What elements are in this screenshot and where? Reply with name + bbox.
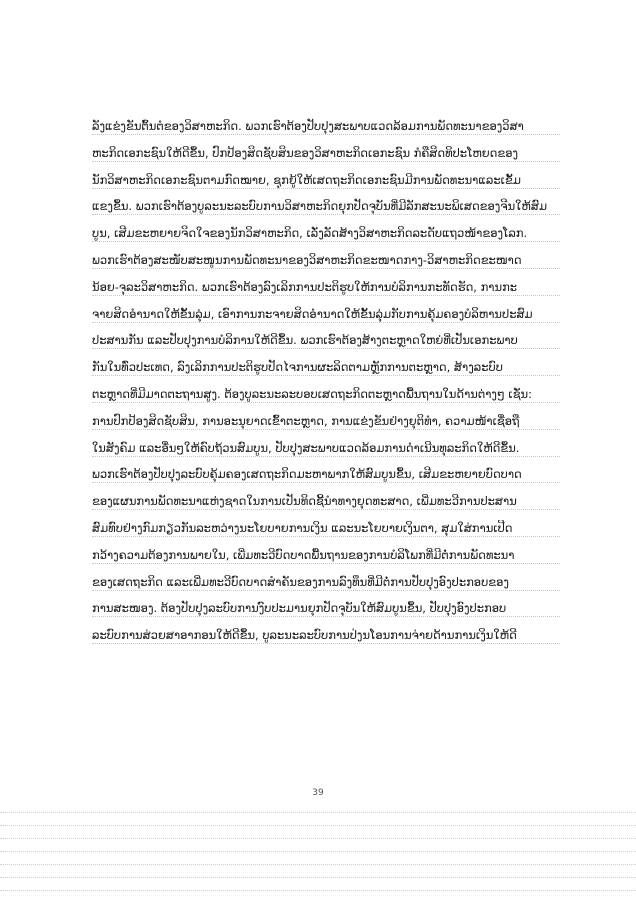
ruled-line (0, 877, 636, 878)
text-line: ນັກວິສາຫະກິດເອກະຊົນຕາມກົດໝາຍ, ຊຸກຍູ້ໃຫ້ເສດຖະກິດເອກະຊົນມີການພັດທະນາແລະເຂັ້ມ (92, 172, 560, 189)
ruled-line (0, 825, 636, 826)
ruled-line (0, 812, 636, 813)
text-line: ລະບົບການສ່ວຍສາອາກອນໃຫ້ດີຂຶ້ນ, ບູລະນະລະບົບການປ່ງນໂອນການຈ່າຍດ້ານການເງິນໃຫ້ດີ (92, 627, 560, 644)
text-line: ກວ້າງຄວາມຕ້ອງການພາຍໃນ, ເພີ່ມທະວີບົດບາດພື້ນຖານຂອງການບໍລິໂພກທີ່ມີຕໍ່ການພັດທະນາ (92, 547, 560, 564)
text-line: ການສະໜອງ. ຕ້ອງປັບປຸງລະບົບການງົບປະມານຍຸກປັດຈຸບັນໃຫ້ສົມບູນຂຶ້ນ, ປັບປຸງອົງປະກອບ (92, 600, 560, 617)
ruled-line (0, 851, 636, 852)
text-line: ຕະຫຼາດທີ່ມີມາດຕະຖານສູງ. ຕ້ອງບູລະນະລະບອບເສດຖະກິດຕະຫຼາດພື້ນຖານໃນດ້ານຕ່າງໆ ເຊັ່ນ: (92, 386, 560, 403)
text-line: ຫະກິດເອກະຊົນໃຫ້ດີຂຶ້ນ, ປົກປ້ອງສິດຊັບສິນຂອງວິສາຫະກິດເອກະຊົນ ກໍຄືສິດທິປະໂຫຍດຂອງ (92, 145, 560, 162)
text-line: ຂອງເສດຖະກິດ ແລະເພີ່ມທະວີບົດບາດສຳຄັນຂອງການລົງທຶນທີ່ມີຕໍ່ການປັບປຸງອົງປະກອບຂອງ (92, 574, 560, 591)
ruled-line (0, 864, 636, 865)
ruled-line (0, 890, 636, 891)
text-line: ໃນສັງຄົມ ແລະອື່ນໆໃຫ້ຄົບຖ້ວນສົມບູນ, ປັບປຸງສະພາບແວດລ້ອມການດຳເນີນທຸລະກິດໃຫ້ດີຂຶ້ນ. (92, 440, 560, 457)
text-line: ກັນໃນທົ່ວປະເທດ, ລົງເລິກການປະຕິຮູບປັດໄຈການຜະລິດຕາມຫຼັກການຕະຫຼາດ, ສ້າງລະບົບ (92, 359, 560, 376)
text-line: ບູນ, ເສີມຂະຫຍາຍຈິດໃຈຂອງນັກວິສາຫະກິດ, ເລັ່ງລັດສ້າງວິສາຫະກິດລະດັບແຖວໜ້າຂອງໂລກ. (92, 225, 560, 242)
text-line: ພວກເຮົາຕ້ອງປັບປຸງລະບົບຄຸ້ມຄອງເສດຖະກິດມະຫາພາກໃຫ້ສົມບູນຂຶ້ນ, ເສີມຂະຫຍາຍບົດບາດ (92, 466, 560, 483)
text-line: ພວກເຮົາຕ້ອງສະໜັບສະໜູນການພັດທະນາຂອງວິສາຫະກິດຂະໜາດກາງ-ວິສາຫະກິດຂະໜາດ (92, 252, 560, 269)
text-line: ແຂງຂຶ້ນ. ພວກເຮົາຕ້ອງບູລະນະລະບົບການວິສາຫະກິດຍຸກປັດຈຸບັນທີ່ມີລັກສະນະພິເສດຂອງຈີນໃຫ້ສົມ (92, 198, 560, 215)
text-line: ນ້ອຍ-ຈຸລະວິສາຫະກິດ. ພວກເຮົາຕ້ອງລົງເລິກການປະຕິຮູບໃຫ້ການບໍລິການກະທັດຮັດ, ການກະ (92, 279, 560, 296)
text-line: ການປົກປ້ອງສິດຊັບສິນ, ການອະນຸຍາດເຂົ້າຕະຫຼາດ, ການແຂ່ງຂັນຢ່າງຍຸຕິທຳ, ຄວາມໜ້າເຊື່ອຖື (92, 413, 560, 430)
text-line: ຈາຍສິດອຳນາດໃຫ້ຂັ້ນລຸ່ມ, ເອົາການກະຈາຍສິດອຳນາດໃຫ້ຂັ້ນລຸ່ມກັບການຄຸ້ມຄອງບໍລິຫານປະສົມ (92, 306, 560, 323)
page-number: 39 (312, 788, 324, 798)
text-line: ສົມທົບຢ່າງກົມກຽວກັນລະຫວ່າງນະໂຍບາຍການເງິນ ແລະນະໂຍບາຍເງິນຕາ, ສຸມໃສ່ການເປີດ (92, 520, 560, 537)
text-line: ລັງແຂ່ງຂັນຕົ້ນຕໍຂອງວິສາຫະກິດ. ພວກເຮົາຕ້ອງປັບປຸງສະພາບແວດລ້ອມການພັດທະນາຂອງວິສາ (92, 118, 560, 135)
ruled-line (0, 838, 636, 839)
text-line: ຂອງແຜນການພັດທະນາແຫ່ງຊາດໃນການເປັນທິດຊີ້ນຳທາງຍຸດທະສາດ, ເພີ່ມທະວີການປະສານ (92, 493, 560, 510)
text-line: ປະສານກັນ ແລະປັບປຸງການບໍລິການໃຫ້ດີຂຶ້ນ. ພວກເຮົາຕ້ອງສ້າງຕະຫຼາດໃຫຍ່ທີ່ເປັນເອກະພາບ (92, 332, 560, 349)
